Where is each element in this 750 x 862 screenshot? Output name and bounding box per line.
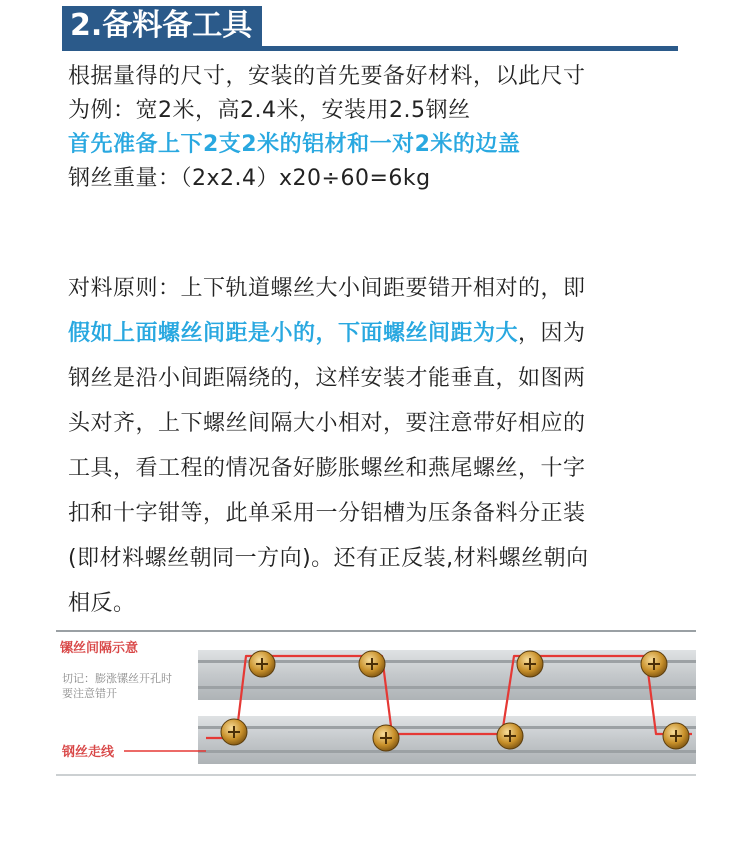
top-screw bbox=[249, 651, 275, 677]
text-line: 对料原则：上下轨道螺丝大小间距要错开相对的，即 bbox=[68, 276, 586, 301]
text-line: (即材料螺丝朝同一方向)。还有正反装,材料螺丝朝向 bbox=[68, 546, 589, 571]
text-line: 根据量得的尺寸，安装的首先要备好材料，以此尺寸 bbox=[68, 64, 586, 89]
text-line: 钢丝是沿小间距隔绕的，这样安装才能垂直，如图两 bbox=[68, 366, 586, 391]
figure-note: 切记：膨涨镙丝开孔时 bbox=[62, 672, 172, 685]
screw-spacing-diagram bbox=[56, 630, 696, 776]
top-rail-groove bbox=[198, 686, 696, 689]
section-header bbox=[62, 6, 678, 50]
text-line: 工具，看工程的情况备好膨胀螺丝和燕尾螺丝，十字 bbox=[68, 456, 586, 481]
figure-note: 要注意错开 bbox=[62, 687, 117, 700]
highlight-text: 假如上面螺丝间距是小的，下面螺丝间距为大 bbox=[68, 321, 519, 346]
text-line: 相反。 bbox=[68, 591, 136, 616]
principle-paragraph bbox=[68, 266, 688, 626]
bottom-screw bbox=[497, 723, 523, 749]
section-title: 2.备料备工具 bbox=[62, 6, 262, 46]
bottom-screw bbox=[221, 719, 247, 745]
screw-spacing-figure bbox=[56, 630, 696, 776]
text-span: ，因为 bbox=[518, 321, 586, 346]
top-screw bbox=[517, 651, 543, 677]
bottom-screw bbox=[373, 725, 399, 751]
bottom-rail bbox=[198, 716, 696, 764]
text-line: 为例：宽2米，高2.4米，安装用2.5钢丝 bbox=[68, 98, 471, 123]
highlight-line: 首先准备上下2支2米的铝材和一对2米的边盖 bbox=[68, 132, 521, 157]
wire-label: 钢丝走线 bbox=[62, 745, 115, 760]
text-line: 扣和十字钳等，此单采用一分铝槽为压条备料分正装 bbox=[68, 501, 586, 526]
bottom-screw bbox=[663, 723, 689, 749]
bottom-rail-groove bbox=[198, 750, 696, 753]
mixed-line bbox=[68, 311, 688, 356]
formula-line: 钢丝重量：（2x2.4）x20÷60=6kg bbox=[68, 166, 431, 191]
text-line: 头对齐，上下螺丝间隔大小相对，要注意带好相应的 bbox=[68, 411, 586, 436]
top-screw bbox=[359, 651, 385, 677]
materials-paragraph bbox=[68, 60, 688, 196]
header-underline bbox=[62, 46, 678, 51]
bottom-rail-groove bbox=[198, 726, 696, 729]
top-screw bbox=[641, 651, 667, 677]
figure-title: 镙丝间隔示意 bbox=[60, 641, 139, 656]
